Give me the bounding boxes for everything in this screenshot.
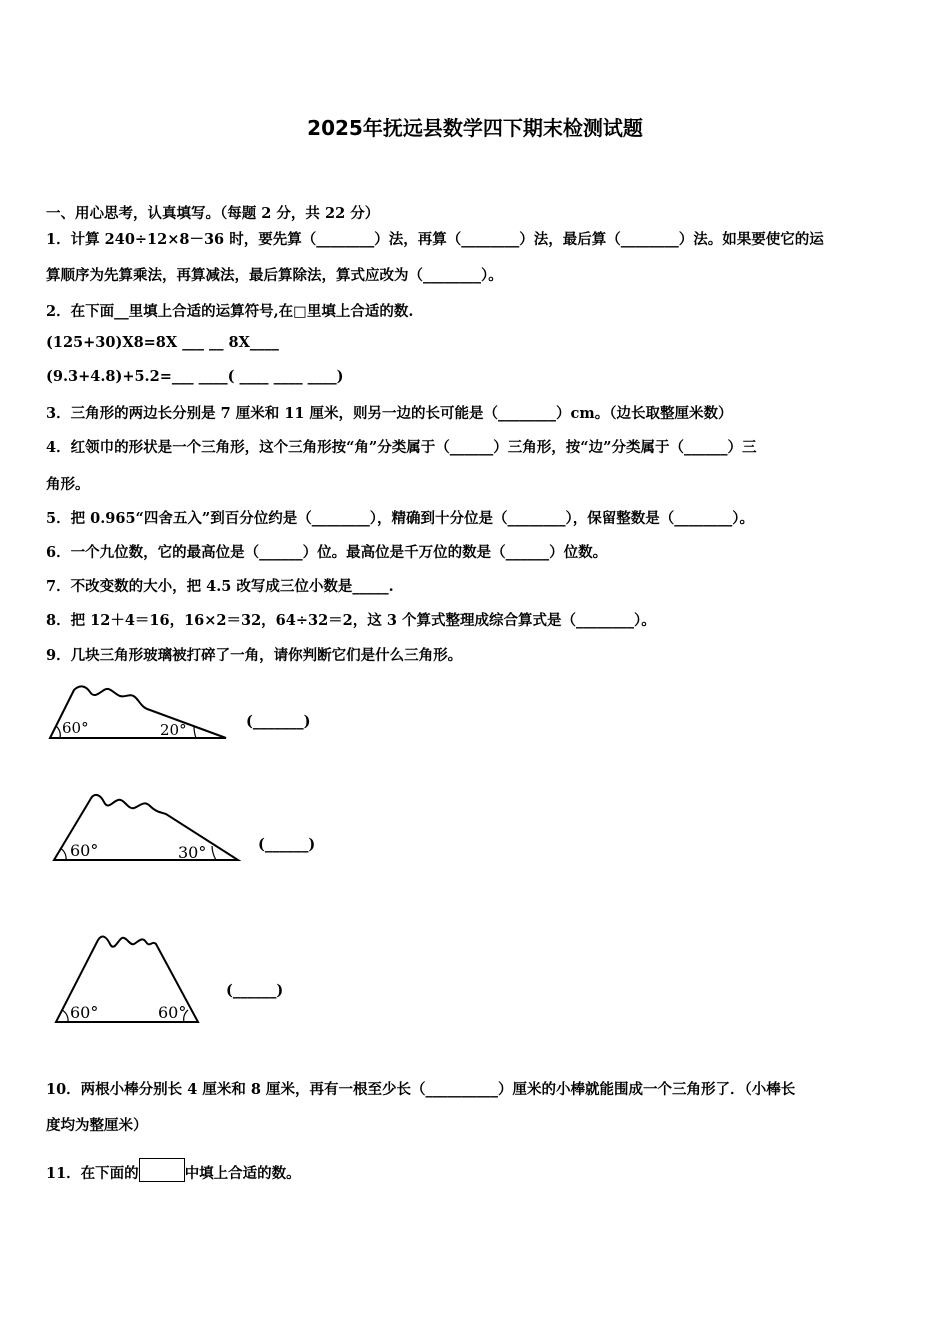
- fig3-left-angle-label: 60°: [70, 1003, 99, 1022]
- broken-triangle-figure-3: [52, 932, 204, 1028]
- page-title: 2025年抚远县数学四下期末检测试题: [307, 116, 643, 140]
- fig2-answer-blank[interactable]: (______): [258, 836, 316, 853]
- question-7: 7．不改变数的大小，把 4.5 改写成三位小数是_____.: [46, 578, 394, 595]
- question-8: 8．把 12＋4＝16，16×2＝32，64÷32＝2，这 3 个算式整理成综合算式是（________）。: [46, 612, 656, 629]
- question-6: 6．一个九位数，它的最高位是（______）位。最高位是千万位的数是（______）位数。: [46, 544, 608, 561]
- question-2-expr-a: (125+30)X8=8X ___ __ 8X____: [46, 334, 279, 351]
- fig3-answer-blank[interactable]: (______): [226, 982, 284, 999]
- question-1-line-2: 算顺序为先算乘法，再算减法，最后算除法，算式应改为（________）。: [46, 267, 503, 284]
- question-3: 3．三角形的两边长分别是 7 厘米和 11 厘米，则另一边的长可能是（________）cm。（边长取整厘米数）: [46, 405, 733, 422]
- question-11: [46, 1158, 301, 1183]
- question-11-prefix: 11．在下面的: [46, 1165, 139, 1182]
- question-9: 9．几块三角形玻璃被打碎了一角，请你判断它们是什么三角形。: [46, 647, 463, 664]
- question-4-line-2: 角形。: [46, 476, 90, 493]
- fig2-left-angle-label: 60°: [70, 841, 99, 860]
- answer-box[interactable]: [139, 1158, 185, 1182]
- section-heading: 一、用心思考，认真填写。（每题 2 分，共 22 分）: [46, 205, 380, 222]
- fig3-right-angle-label: 60°: [158, 1003, 187, 1022]
- question-5: 5．把 0.965“四舍五入”到百分位约是（________），精确到十分位是（________），保留整数是（________）。: [46, 510, 754, 527]
- question-10-line-1: 10．两根小棒分别长 4 厘米和 8 厘米，再有一根至少长（__________）厘米的小棒就能围成一个三角形了．（小棒长: [46, 1081, 796, 1098]
- question-2: 2．在下面__里填上合适的运算符号,在□里填上合适的数.: [46, 303, 414, 320]
- fig1-right-angle-label: 20°: [160, 721, 187, 739]
- question-10-line-2: 度均为整厘米）: [46, 1117, 148, 1134]
- broken-triangle-figure-2: [50, 790, 246, 866]
- question-11-suffix: 中填上合适的数。: [184, 1165, 301, 1182]
- fig2-right-angle-label: 30°: [178, 843, 207, 862]
- broken-triangle-figure-1: [46, 682, 236, 744]
- question-1-line-1: 1．计算 240÷12×8－36 时，要先算（________）法，再算（________）法，最后算（________）法。如果要使它的运: [46, 231, 824, 248]
- question-2-expr-b: (9.3+4.8)+5.2=___ ____( ____ ____ ____): [46, 368, 344, 385]
- question-4-line-1: 4．红领巾的形状是一个三角形，这个三角形按“角”分类属于（______）三角形，按“边”分类属于（______）三: [46, 439, 757, 456]
- fig1-left-angle-label: 60°: [62, 719, 89, 737]
- fig1-answer-blank[interactable]: (_______): [246, 713, 311, 730]
